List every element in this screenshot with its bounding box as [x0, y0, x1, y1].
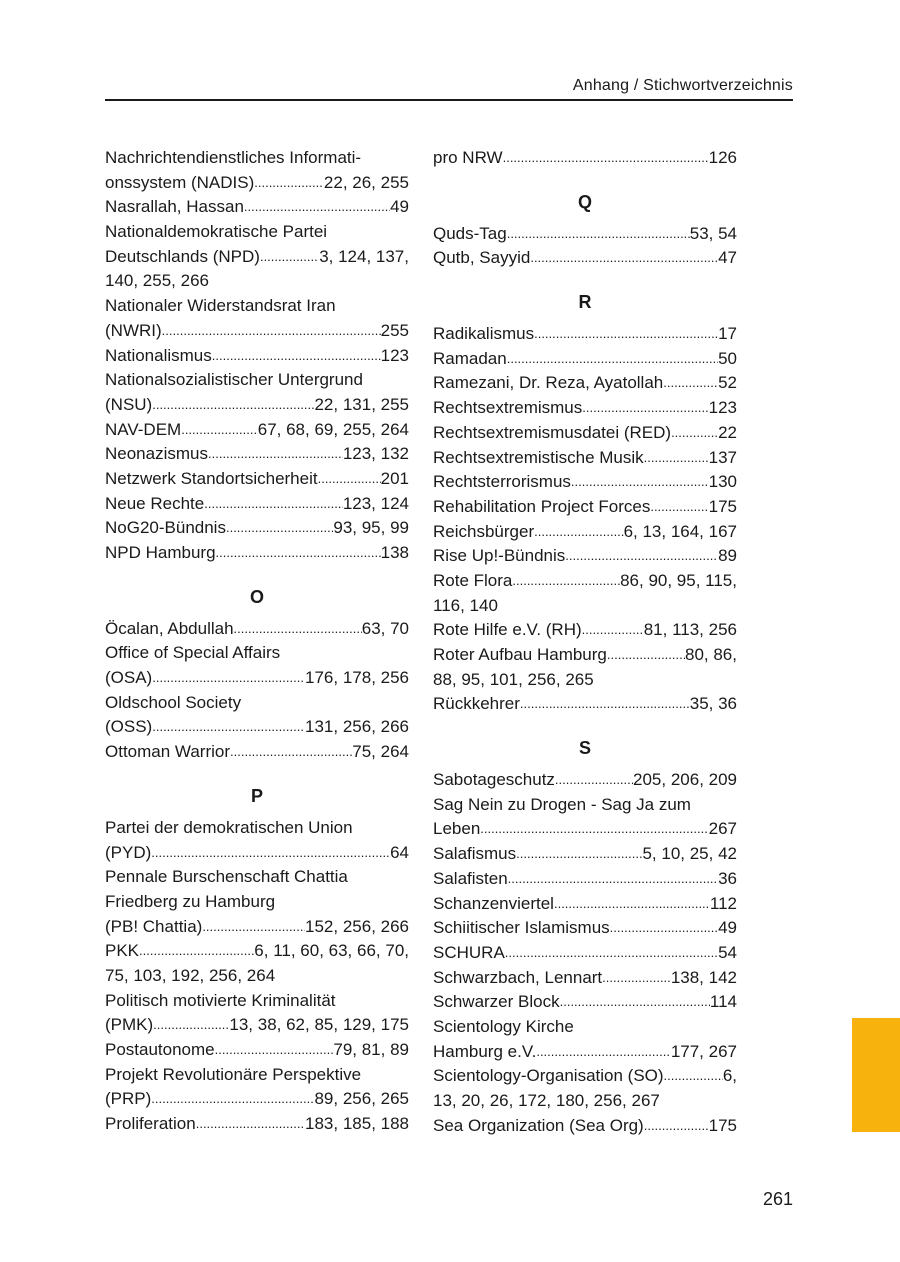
entry-term: Netzwerk Standortsicherheit [105, 468, 318, 488]
index-entry-line [433, 396, 737, 421]
dot-leader [602, 966, 671, 991]
index-entry-line [105, 1038, 409, 1063]
entry-term: Oldschool Society [105, 692, 242, 712]
entry-term: SCHURA [433, 942, 505, 962]
dot-leader [508, 867, 718, 892]
dot-leader [555, 768, 633, 793]
index-entry-line [433, 146, 737, 171]
dot-leader [582, 618, 644, 643]
dot-leader [512, 569, 620, 594]
entry-pages: 17 [718, 324, 737, 344]
letter-heading: P [250, 785, 263, 806]
dot-leader [152, 393, 314, 418]
entry-pages: 137 [708, 447, 737, 467]
entry-pages: 177, 267 [670, 1041, 737, 1061]
dot-leader [196, 1112, 305, 1137]
index-entry-line [433, 668, 737, 693]
index-entry-line [433, 371, 737, 396]
index-entry-line [105, 516, 409, 541]
entry-term: Hamburg e.V. [433, 1041, 537, 1061]
entry-pages: 54 [718, 942, 737, 962]
entry-pages: 255 [380, 320, 409, 340]
index-entry-line [105, 368, 409, 393]
dot-leader [507, 347, 718, 372]
index-entry-line [433, 643, 737, 668]
entry-pages: 267 [708, 819, 737, 839]
dot-leader [644, 446, 709, 471]
index-entry-line [105, 691, 409, 716]
dot-leader [226, 516, 333, 541]
index-entry-line [105, 467, 409, 492]
index-entry-line [105, 666, 409, 691]
entry-pages: 123 [380, 345, 409, 365]
dot-leader [234, 617, 362, 642]
entry-term: (OSA) [105, 668, 153, 688]
entry-term: Rote Flora [433, 570, 513, 590]
entry-term: Schanzenviertel [433, 893, 554, 913]
entry-pages: 6, 11, 60, 63, 66, 70, [254, 941, 409, 961]
entry-pages: 6, [722, 1066, 737, 1086]
dot-leader [582, 396, 708, 421]
index-entry-line [433, 322, 737, 347]
entry-term: Rückkehrer [433, 694, 520, 714]
entry-term: Rechtsextremistische Musik [433, 447, 644, 467]
entry-pages: 175 [708, 1115, 737, 1135]
entry-pages: 123, 132 [342, 444, 409, 464]
dot-leader [204, 492, 343, 517]
dot-leader [520, 692, 690, 717]
entry-term: 88, 95, 101, 256, 265 [433, 669, 594, 689]
index-entry-line [433, 941, 737, 966]
index-entry-line [105, 245, 409, 270]
dot-leader [162, 319, 381, 344]
index-entry-line [433, 222, 737, 247]
index-entry-line [105, 1013, 409, 1038]
entry-term: (NWRI) [105, 320, 162, 340]
entry-term: NAV-DEM [105, 419, 182, 439]
dot-leader [480, 817, 708, 842]
entry-term: Proliferation [105, 1114, 196, 1134]
entry-term: Salafisten [433, 868, 508, 888]
entry-term: (PRP) [105, 1089, 152, 1109]
entry-pages: 75, 264 [352, 742, 409, 762]
entry-term: Nachrichtendienstliches Informati- [105, 148, 362, 167]
dot-leader [507, 222, 690, 247]
dot-leader [208, 442, 343, 467]
index-entry-line [433, 916, 737, 941]
dot-leader [503, 146, 709, 171]
entry-pages: 22, 26, 255 [323, 172, 409, 192]
index-entry-line [105, 715, 409, 740]
index-entry-line [433, 842, 737, 867]
dot-leader [212, 344, 381, 369]
dot-leader [151, 1087, 314, 1112]
letter-heading: Q [577, 191, 592, 212]
index-entry-line [105, 220, 409, 245]
entry-pages: 47 [718, 248, 737, 268]
entry-term: Office of Special Affairs [105, 643, 281, 663]
entry-pages: 49 [718, 918, 737, 938]
index-entry-line [433, 470, 737, 495]
index-entry-line [433, 867, 737, 892]
entry-term: Scientology Kirche [433, 1016, 574, 1036]
index-entry-line [105, 617, 409, 642]
entry-term: Reichsbürger [433, 521, 535, 541]
dot-leader [216, 541, 381, 566]
index-entry-line [433, 966, 737, 991]
entry-pages: 13, 38, 62, 85, 129, 175 [229, 1015, 409, 1035]
entry-term: Sabotageschutz [433, 770, 555, 790]
index-entry-line [105, 841, 409, 866]
page-number: 261 [762, 1189, 793, 1209]
entry-pages: 3, 124, 137, [319, 246, 409, 266]
index-entry-line [433, 618, 737, 643]
dot-leader [534, 520, 623, 545]
entry-term: Ramezani, Dr. Reza, Ayatollah [433, 373, 664, 393]
entry-term: Postautonome [105, 1040, 215, 1059]
entry-term: Leben [433, 819, 481, 839]
dot-leader [565, 544, 718, 569]
index-entry-line [433, 495, 737, 520]
index-column-right [433, 146, 737, 1138]
dot-leader [516, 842, 642, 867]
entry-term: Scientology-Organisation (SO) [433, 1066, 664, 1086]
entry-term: (OSS) [105, 717, 153, 737]
dot-leader [181, 418, 258, 443]
index-entry-line [433, 1064, 737, 1089]
entry-pages: 152, 256, 266 [305, 916, 409, 936]
entry-pages: 5, 10, 25, 42 [642, 844, 737, 864]
dot-leader [560, 990, 710, 1015]
index-entry-line [105, 989, 409, 1014]
dot-leader [244, 195, 390, 220]
entry-term: Schwarzbach, Lennart [433, 967, 603, 987]
section-thumb-tab [852, 1018, 900, 1132]
index-entry-line [105, 294, 409, 319]
entry-term: Nationalsozialistischer Untergrund [105, 370, 363, 390]
letter-heading: O [249, 586, 264, 607]
index-entry-line [105, 492, 409, 517]
index-entry-line [105, 641, 409, 666]
entry-pages: 123 [708, 398, 737, 418]
entry-term: Nasrallah, Hassan [105, 197, 244, 217]
entry-term: Sea Organization (Sea Org) [433, 1115, 644, 1135]
entry-term: 75, 103, 192, 256, 264 [105, 965, 276, 985]
entry-pages: 6, 13, 164, 167 [623, 521, 737, 541]
dot-leader [671, 421, 718, 446]
dot-leader [607, 643, 685, 668]
index-entry-line [433, 692, 737, 717]
dot-leader [571, 470, 709, 495]
index-entry-line [105, 269, 409, 294]
entry-term: onssystem (NADIS) [105, 172, 255, 192]
index-entry-line [105, 1112, 409, 1137]
index-entry-line [105, 890, 409, 915]
dot-leader [610, 916, 718, 941]
dot-leader [230, 740, 352, 765]
entry-pages: 81, 113, 256 [643, 620, 737, 640]
dot-leader [151, 841, 390, 866]
entry-term: Neonazismus [105, 444, 208, 464]
entry-pages: 89 [718, 546, 737, 566]
entry-pages: 114 [709, 992, 737, 1012]
entry-pages: 126 [708, 148, 737, 167]
dot-leader [664, 1064, 723, 1089]
index-entry-line [105, 865, 409, 890]
dot-leader [254, 171, 324, 196]
dot-leader [530, 246, 718, 271]
dot-leader [202, 915, 305, 940]
index-entry-line [105, 393, 409, 418]
index-entry-line [433, 246, 737, 271]
entry-pages: 50 [718, 348, 737, 368]
entry-term: NPD Hamburg [105, 543, 216, 562]
header-rule [105, 99, 793, 101]
entry-pages: 183, 185, 188 [305, 1114, 409, 1134]
dot-leader [153, 1013, 229, 1038]
entry-pages: 80, 86, [685, 645, 737, 664]
index-entry-line [105, 1063, 409, 1088]
entry-pages: 53, 54 [689, 223, 737, 243]
entry-term: Ottoman Warrior [105, 742, 231, 762]
index-entry-line [433, 1089, 737, 1114]
index-entry-line [105, 541, 409, 566]
entry-term: Rechtsextremismusdatei (RED) [433, 422, 672, 442]
dot-leader [318, 467, 381, 492]
entry-term: 140, 255, 266 [105, 271, 209, 291]
letter-heading: R [578, 292, 592, 313]
entry-pages: 63, 70 [361, 618, 409, 638]
index-entry-line [105, 915, 409, 940]
entry-term: Neue Rechte [105, 493, 205, 513]
entry-pages: 205, 206, 209 [633, 770, 737, 790]
entry-term: PKK [105, 941, 140, 961]
dot-leader [152, 666, 305, 691]
entry-term: (PMK) [105, 1015, 154, 1035]
running-header: Anhang / Stichwortverzeichnis [572, 77, 793, 94]
index-entry-line [105, 319, 409, 344]
entry-term: Ramadan [433, 348, 507, 368]
entry-term: pro NRW [433, 148, 503, 167]
entry-pages: 64 [390, 842, 409, 862]
entry-term: Partei der demokratischen Union [105, 817, 353, 837]
entry-term: Rise Up!-Bündnis [433, 546, 566, 566]
dot-leader [505, 941, 718, 966]
index-entry-line [105, 964, 409, 989]
entry-pages: 89, 256, 265 [314, 1089, 409, 1109]
entry-term: Quds-Tag [433, 223, 507, 243]
index-entry-line [105, 939, 409, 964]
entry-pages: 35, 36 [689, 694, 737, 714]
index-entry-line [105, 1087, 409, 1112]
entry-term: Deutschlands (NPD) [105, 246, 260, 266]
index-entry-line [433, 1040, 737, 1065]
entry-term: Radikalismus [433, 324, 535, 344]
index-entry-line [105, 171, 409, 196]
index-entry-line [105, 344, 409, 369]
entry-term: Qutb, Sayyid [433, 248, 531, 268]
index-entry-line [433, 544, 737, 569]
entry-term: Friedberg zu Hamburg [105, 891, 276, 911]
letter-heading: S [578, 738, 591, 759]
index-entry-line [433, 347, 737, 372]
entry-term: Politisch motivierte Kriminalität [105, 990, 336, 1010]
dot-leader [260, 245, 319, 270]
index-entry-line [433, 990, 737, 1015]
index-entry-line [433, 421, 737, 446]
entry-pages: 123, 124 [342, 493, 409, 513]
entry-term: Salafismus [433, 844, 517, 864]
dot-leader [663, 371, 718, 396]
index-entry-line [433, 446, 737, 471]
dot-leader [139, 939, 254, 964]
dot-leader [215, 1038, 334, 1063]
entry-pages: 138 [380, 543, 409, 562]
index-entry-line [433, 768, 737, 793]
entry-term: Rehabilitation Project Forces [433, 496, 651, 516]
entry-pages: 131, 256, 266 [305, 717, 409, 737]
entry-pages: 22, 131, 255 [314, 394, 409, 414]
entry-pages: 22 [718, 422, 737, 442]
entry-term: Schiitischer Islamismus [433, 918, 610, 938]
entry-pages: 79, 81, 89 [333, 1040, 409, 1059]
entry-pages: 175 [708, 496, 737, 516]
index-entry-line [433, 569, 737, 594]
entry-pages: 86, 90, 95, 115, [620, 570, 737, 590]
dot-leader [554, 892, 710, 917]
index-entry-line [105, 816, 409, 841]
dot-leader [536, 1040, 670, 1065]
index-entry-line [433, 793, 737, 818]
entry-term: Nationaldemokratische Partei [105, 222, 328, 242]
index-entry-line [105, 146, 409, 171]
entry-term: Pennale Burschenschaft Chattia [105, 867, 348, 887]
entry-term: Nationalismus [105, 345, 212, 365]
index-entry-line [433, 1015, 737, 1040]
index-entry-line [105, 442, 409, 467]
entry-pages: 93, 95, 99 [333, 518, 409, 538]
entry-term: 13, 20, 26, 172, 180, 256, 267 [433, 1091, 660, 1110]
index-entry-line [105, 740, 409, 765]
index-entry-line [433, 817, 737, 842]
entry-pages: 112 [709, 893, 737, 913]
entry-pages: 52 [718, 373, 737, 393]
entry-term: NoG20-Bündnis [105, 518, 226, 538]
entry-term: Öcalan, Abdullah [105, 618, 234, 638]
index-entry-line [433, 892, 737, 917]
entry-term: (NSU) [105, 394, 153, 414]
entry-term: Projekt Revolutionäre Perspektive [105, 1064, 362, 1084]
index-entry-line [433, 520, 737, 545]
entry-term: Rote Hilfe e.V. (RH) [433, 620, 582, 640]
dot-leader [650, 495, 708, 520]
index-column-left [105, 146, 409, 1137]
entry-term: Rechtsextremismus [433, 398, 583, 418]
index-entry-line [433, 594, 737, 619]
entry-pages: 36 [718, 868, 737, 888]
index-entry-line [105, 195, 409, 220]
dot-leader [644, 1114, 709, 1139]
entry-pages: 49 [390, 197, 409, 217]
index-entry-line [433, 1114, 737, 1139]
entry-term: Rechtsterrorismus [433, 472, 571, 492]
entry-pages: 201 [380, 468, 409, 488]
dot-leader [534, 322, 718, 347]
entry-pages: 176, 178, 256 [305, 668, 409, 688]
entry-pages: 138, 142 [670, 967, 737, 987]
entry-term: Sag Nein zu Drogen - Sag Ja zum [433, 794, 691, 814]
entry-term: (PYD) [105, 842, 152, 862]
index-entry-line [105, 418, 409, 443]
entry-pages: 130 [708, 472, 737, 492]
entry-term: (PB! Chattia) [105, 916, 203, 936]
entry-term: Nationaler Widerstandsrat Iran [105, 296, 336, 316]
entry-term: 116, 140 [433, 595, 498, 615]
entry-pages: 67, 68, 69, 255, 264 [257, 419, 409, 439]
dot-leader [152, 715, 305, 740]
entry-term: Schwarzer Block [433, 992, 560, 1012]
entry-term: Roter Aufbau Hamburg [433, 645, 607, 664]
